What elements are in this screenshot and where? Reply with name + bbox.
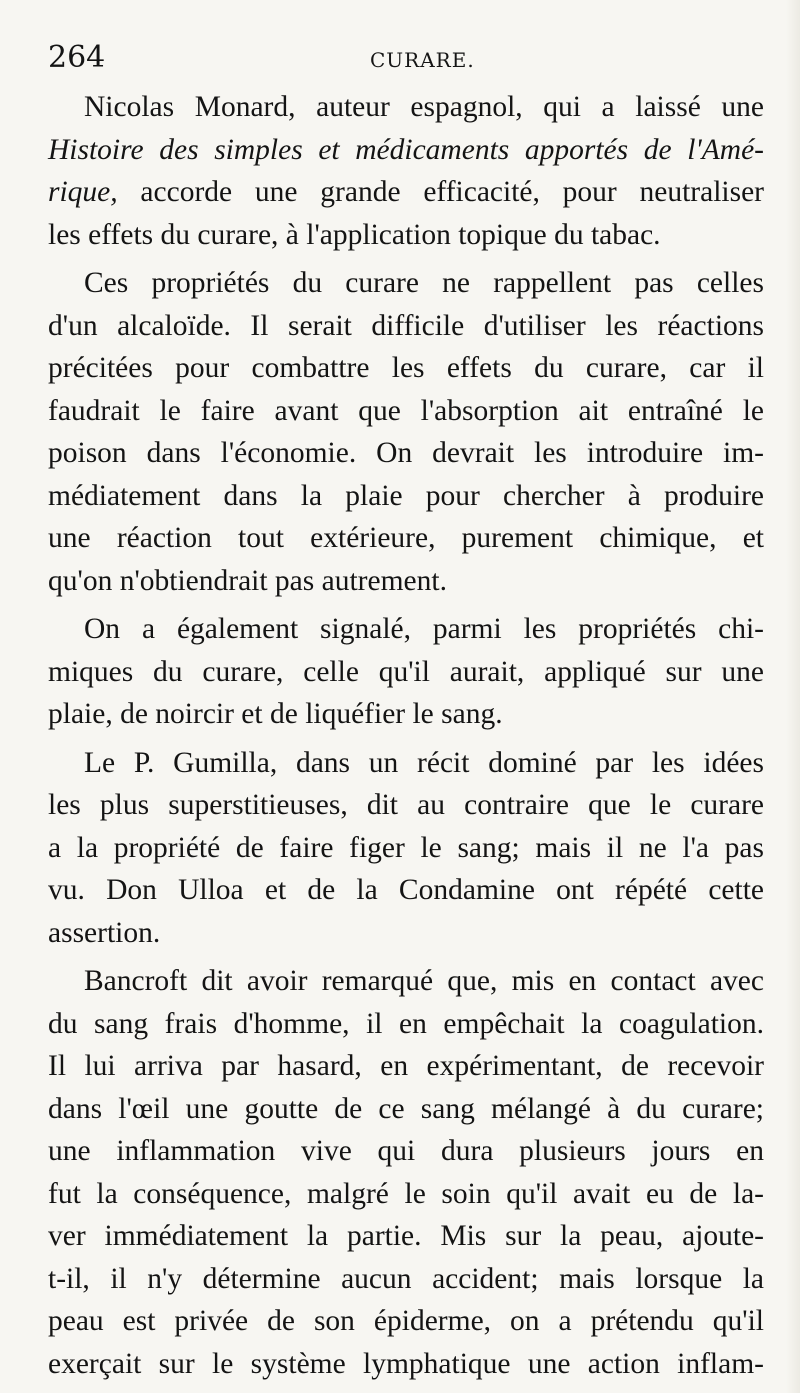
text-line	[48, 742, 764, 785]
text-line	[48, 1215, 764, 1258]
paragraph	[48, 262, 764, 602]
text-span: faudrait le faire avant que l'absorption ait entraîné le	[48, 394, 764, 427]
text-line	[48, 517, 764, 560]
text-span: assertion.	[48, 916, 161, 949]
text-line	[48, 305, 764, 348]
text-line	[48, 1003, 764, 1046]
text-line	[48, 129, 764, 172]
text-line	[48, 1258, 764, 1301]
page-number: 264	[48, 40, 106, 75]
text-span: les effets du curare, à l'application topique du tabac.	[48, 218, 661, 251]
text-span: dans l'œil une goutte de ce sang mélangé à du curare;	[48, 1092, 764, 1125]
paragraph	[48, 742, 764, 955]
text-span: Ces propriétés du curare ne rappellent pas celles	[84, 267, 764, 299]
text-line	[48, 347, 764, 390]
text-line	[48, 1300, 764, 1343]
text-span: une inflammation vive qui dura plusieurs jours en	[48, 1135, 764, 1167]
text-line	[48, 475, 764, 518]
text-span: médiatement dans la plaie pour chercher à produire	[48, 479, 764, 512]
text-span: plaie, de noircir et de liquéfier le sang.	[48, 698, 503, 730]
text-line	[48, 560, 764, 603]
italic-text: Histoire des simples et médicaments apportés de l'Amé-	[48, 133, 764, 166]
paragraph	[48, 86, 764, 256]
text-span: précitées pour combattre les effets du curare, car il	[48, 352, 764, 384]
text-span: du sang frais d'homme, il en empêchait la coagulation.	[48, 1007, 764, 1040]
text-line	[48, 214, 764, 257]
text-line	[48, 1343, 764, 1386]
body-text	[48, 86, 764, 1385]
italic-text: rique,	[48, 176, 118, 208]
text-span: qu'on n'obtiendrait pas autrement.	[48, 564, 447, 597]
text-line	[48, 432, 764, 475]
text-span: t-il, il n'y détermine aucun accident; mais lorsque la	[48, 1262, 764, 1295]
text-span: Il lui arriva par hasard, en expérimentant, de recevoir	[48, 1050, 764, 1082]
text-line	[48, 390, 764, 433]
text-span: exerçait sur le système lymphatique une action inflam-	[48, 1347, 764, 1380]
text-span: vu. Don Ulloa et de la Condamine ont répété cette	[48, 874, 764, 906]
running-title: CURARE.	[370, 48, 475, 72]
text-span: une réaction tout extérieure, purement chimique, et	[48, 522, 764, 554]
text-span: ver immédiatement la partie. Mis sur la peau, ajoute-	[48, 1220, 764, 1252]
text-span: a la propriété de faire figer le sang; mais il ne l'a pas	[48, 831, 764, 864]
text-span: miques du curare, celle qu'il aurait, appliqué sur une	[48, 655, 764, 688]
text-line	[48, 827, 764, 870]
text-line	[48, 784, 764, 827]
paragraph	[48, 608, 764, 736]
text-span: d'un alcaloïde. Il serait difficile d'utiliser les réactions	[48, 309, 764, 342]
text-line	[48, 1130, 764, 1173]
text-line	[48, 262, 764, 305]
text-line	[48, 1045, 764, 1088]
text-line	[48, 1088, 764, 1131]
text-line	[48, 86, 764, 129]
text-span: Nicolas Monard, auteur espagnol, qui a laissé une	[84, 91, 764, 123]
text-line	[48, 912, 764, 955]
text-span: accorde une grande efficacité, pour neutraliser	[117, 176, 764, 208]
text-line	[48, 171, 764, 214]
text-line	[48, 608, 764, 651]
text-span: les plus superstitieuses, dit au contraire que le curare	[48, 789, 764, 821]
text-line	[48, 1173, 764, 1216]
text-span: peau est privée de son épiderme, on a prétendu qu'il	[48, 1305, 764, 1337]
running-head	[48, 40, 768, 80]
text-line	[48, 960, 764, 1003]
text-span: Bancroft dit avoir remarqué que, mis en contact avec	[84, 965, 764, 997]
text-span: fut la conséquence, malgré le soin qu'il avait eu de la-	[48, 1177, 764, 1210]
text-span: poison dans l'économie. On devrait les introduire im-	[48, 437, 764, 469]
text-span: On a également signalé, parmi les propriétés chi-	[84, 613, 764, 645]
text-line	[48, 869, 764, 912]
paragraph	[48, 960, 764, 1385]
text-line	[48, 693, 764, 736]
text-line	[48, 651, 764, 694]
text-span: Le P. Gumilla, dans un récit dominé par les idées	[84, 746, 764, 779]
